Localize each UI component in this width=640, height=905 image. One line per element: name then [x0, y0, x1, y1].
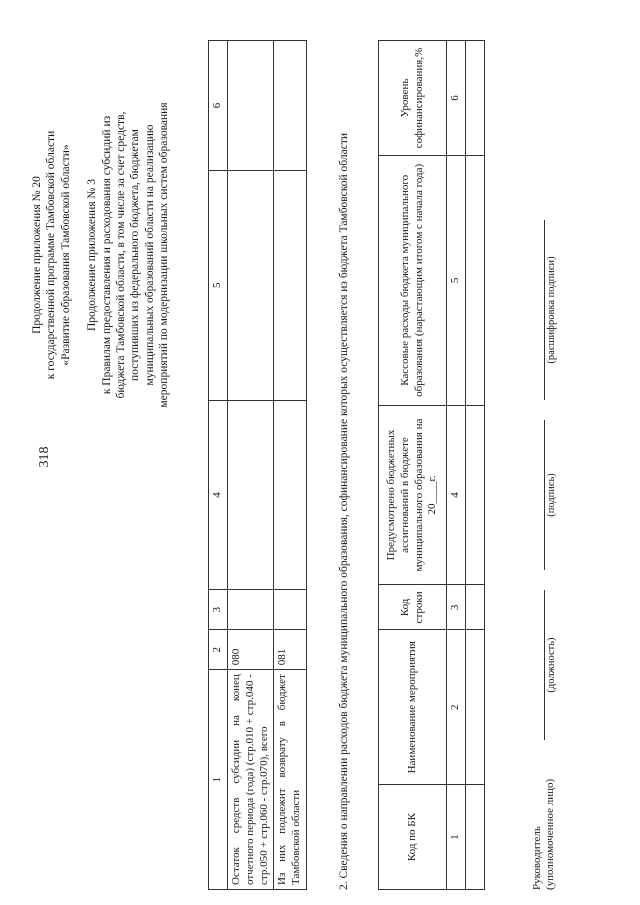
header-line: бюджета Тамбовской области, в том числе за счет средств, [114, 111, 127, 399]
table-cell [466, 630, 485, 785]
table-row [274, 41, 307, 890]
table-cell [228, 41, 274, 171]
table-cell [466, 785, 485, 890]
column-number: 5 [209, 170, 228, 400]
column-header: Код по БК [379, 785, 447, 890]
column-header: Кассовые расходы бюджета муниципального образования (нарастающим итогом с начала года) [379, 156, 447, 406]
column-number: 2 [209, 630, 228, 670]
section-2-heading: 2. Сведения о направлении расходов бюджета муниципального образования, софинансирование которых осуществляется из бюджета Тамбовской области [337, 133, 350, 890]
table-cell [274, 400, 307, 590]
table-cell [274, 170, 307, 400]
rotated-document-sheet [30, 30, 610, 890]
header-line: Продолжение приложения № 3 [86, 178, 99, 332]
column-header: Наименование мероприятия [379, 630, 447, 785]
column-header: Код строки [379, 585, 447, 630]
header-line: к государственной программе Тамбовской области [45, 130, 58, 380]
column-number: 1 [209, 670, 228, 890]
table-cell [466, 585, 485, 630]
signature-line [530, 420, 545, 570]
signer-role-note: (уполномоченное лицо) [544, 778, 557, 890]
column-number: 4 [447, 405, 466, 585]
column-header: Предусмотрено бюджетных ассигнований в бюджете муниципального образования на 20____г. [379, 405, 447, 585]
table-row [466, 41, 485, 890]
column-number: 2 [447, 630, 466, 785]
table-cell [228, 400, 274, 590]
row-label: Из них подлежит возврату в бюджет Тамбовской области [274, 670, 307, 890]
table-header-row [209, 41, 228, 890]
column-number: 5 [447, 156, 466, 406]
table-cell [466, 156, 485, 406]
table-cell [228, 590, 274, 630]
column-number: 3 [447, 585, 466, 630]
table-cell [274, 590, 307, 630]
row-code: 081 [274, 630, 307, 670]
signer-role: Руководитель [530, 826, 543, 890]
page-number: 318 [37, 446, 52, 468]
signature-caption: (подпись) [546, 473, 557, 517]
table-cell [466, 41, 485, 156]
appendix-header [30, 50, 171, 460]
column-number: 3 [209, 590, 228, 630]
header-line: муниципальных образований области на реализацию [143, 124, 156, 386]
signature-block [530, 40, 558, 890]
expenditure-table [378, 40, 485, 890]
table-cell [228, 170, 274, 400]
table-cell [274, 41, 307, 171]
table-cell [466, 405, 485, 585]
position-line [530, 590, 545, 740]
column-number-row [447, 41, 466, 890]
name-caption: (расшифровка подписи) [546, 256, 557, 364]
header-line: поступивших из федерального бюджета, бюджетам [129, 129, 142, 381]
table-header-row [379, 41, 447, 890]
column-header: Уровень софинансирования,% [379, 41, 447, 156]
column-number: 6 [447, 41, 466, 156]
table-row [228, 41, 274, 890]
row-label: Остаток средств субсидии на конец отчетного периода (года) (стр.010 + стр.040 - стр.050 + стр.060 - стр.070), всего [228, 670, 274, 890]
header-line: мероприятий по модернизации школьных систем образования [158, 102, 170, 408]
column-number: 1 [447, 785, 466, 890]
header-line: Продолжение приложения № 20 [31, 176, 43, 334]
row-code: 080 [228, 630, 274, 670]
position-caption: (должность) [546, 637, 557, 693]
header-line: «Развитие образования Тамбовской области» [59, 144, 72, 366]
name-line [530, 220, 545, 400]
column-number: 6 [209, 41, 228, 171]
column-number: 4 [209, 400, 228, 590]
header-line: к Правилам предоставления и расходования субсидий из [100, 115, 113, 395]
subsidy-balance-table [208, 40, 307, 890]
